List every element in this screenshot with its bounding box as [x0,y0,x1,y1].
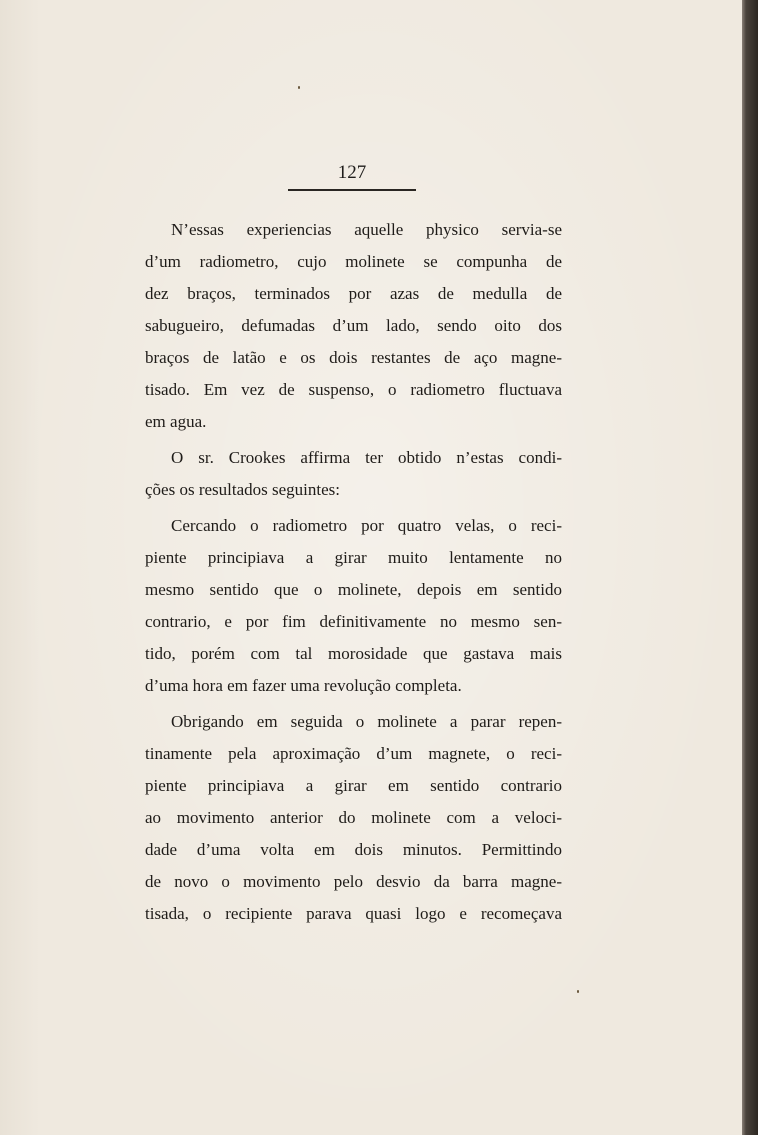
paper-speck [298,86,300,89]
paragraph-4 [145,706,562,930]
text-line: tinamente pela aproximação d’um magnete, o reci- [145,744,562,763]
paragraph-3 [145,510,562,702]
page-edge-shadow [742,0,758,1135]
text-line: piente principiava a girar em sentido contrario [145,776,562,795]
text-line: d’uma hora em fazer uma revolução completa. [145,676,462,695]
text-line: piente principiava a girar muito lentamente no [145,548,562,567]
text-line: ao movimento anterior do molinete com a veloci- [145,808,562,827]
text-line: de novo o movimento pelo desvio da barra magne- [145,872,562,891]
text-line: em agua. [145,412,207,431]
text-line: braços de latão e os dois restantes de aço magne- [145,348,562,367]
text-line: O sr. Crookes affirma ter obtido n’estas condi- [171,448,562,467]
text-line: tisado. Em vez de suspenso, o radiometro fluctuava [145,380,562,399]
page-number: 127 [337,162,367,183]
text-line: d’um radiometro, cujo molinete se compunha de [145,252,562,271]
page-number-rule [288,189,416,191]
text-line: mesmo sentido que o molinete, depois em sentido [145,580,562,599]
text-line: contrario, e por fim definitivamente no mesmo sen- [145,612,562,631]
text-line: tido, porém com tal morosidade que gastava mais [145,644,562,663]
text-line: dade d’uma volta em dois minutos. Permittindo [145,840,562,859]
text-line: N’essas experiencias aquelle physico servia-se [171,220,562,239]
paper-speck [577,990,579,993]
body-text [145,214,562,930]
paragraph-1 [145,214,562,438]
text-line: Cercando o radiometro por quatro velas, o reci- [171,516,562,535]
paragraph-2 [145,442,562,506]
text-line: dez braços, terminados por azas de medulla de [145,284,562,303]
text-line: Obrigando em seguida o molinete a parar repen- [171,712,562,731]
text-line: ções os resultados seguintes: [145,480,340,499]
text-line: sabugueiro, defumadas d’um lado, sendo oito dos [145,316,562,335]
text-line: tisada, o recipiente parava quasi logo e recomeçava [145,904,562,923]
